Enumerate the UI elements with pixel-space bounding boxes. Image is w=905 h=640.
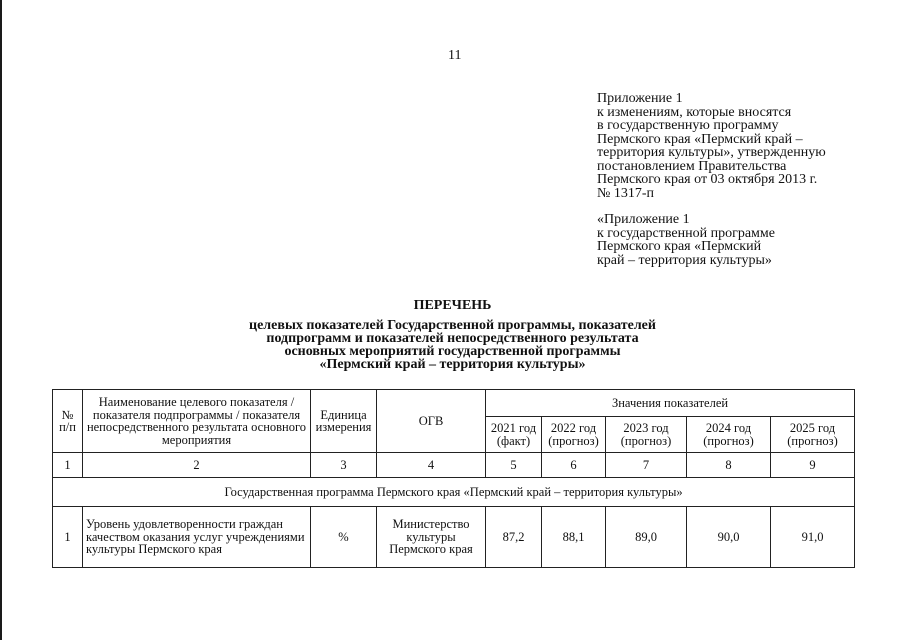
row-number: 1 (53, 507, 83, 568)
column-number: 9 (771, 453, 855, 478)
header-unit: Единица измерения (311, 390, 377, 453)
appendix-change-line: постановлением Правительства (597, 158, 787, 174)
row-value: 91,0 (771, 507, 855, 568)
appendix-change-line: Приложение 1 (597, 91, 683, 106)
appendix-original-line: край – территория культуры» (597, 252, 772, 268)
appendix-change-line: № 1317-п (597, 185, 655, 201)
column-number: 3 (311, 453, 377, 478)
subtitle-line: основных мероприятий государственной программы (284, 344, 621, 359)
header-year: 2025 год (прогноз) (771, 417, 855, 453)
table-row (53, 507, 855, 568)
column-number: 4 (377, 453, 486, 478)
appendix-original-line: к государственной программе (597, 225, 775, 241)
page-number: 11 (448, 48, 462, 63)
header-year: 2022 год (прогноз) (542, 417, 606, 453)
header-row (53, 390, 855, 417)
appendix-original-line: Пермского края «Пермский (597, 239, 762, 254)
appendix-change-line: Пермского края «Пермский край – (597, 131, 803, 147)
header-year: 2024 год (прогноз) (687, 417, 771, 453)
subtitle-line: «Пермский край – территория культуры» (319, 357, 586, 372)
row-name: Уровень удовлетворенности граждан качеством оказания услуг учреждениями культуры Пермского края (83, 507, 311, 568)
appendix-original-line: «Приложение 1 (597, 212, 690, 227)
appendix-change-line: Пермского края от 03 октября 2013 г. (597, 172, 818, 187)
column-numbers-row (53, 453, 855, 478)
header-name: Наименование целевого показателя / показателя подпрограммы / показателя непосредственного результата основного мероприятия (83, 390, 311, 453)
column-number: 2 (83, 453, 311, 478)
appendix-change-note (597, 92, 826, 200)
row-ogv: Министерство культуры Пермского края (377, 507, 486, 568)
column-number: 8 (687, 453, 771, 478)
header-year: 2023 год (прогноз) (606, 417, 687, 453)
row-value: 87,2 (486, 507, 542, 568)
appendix-change-line: в государственную программу (597, 118, 779, 133)
column-number: 7 (606, 453, 687, 478)
header-values-group: Значения показателей (486, 390, 855, 417)
column-number: 5 (486, 453, 542, 478)
header-number: № п/п (53, 390, 83, 453)
row-value: 88,1 (542, 507, 606, 568)
row-value: 89,0 (606, 507, 687, 568)
row-unit: % (311, 507, 377, 568)
appendix-change-line: к изменениям, которые вносятся (597, 104, 792, 120)
row-value: 90,0 (687, 507, 771, 568)
subtitle-line: подпрограмм и показателей непосредственного результата (266, 331, 639, 346)
appendix-change-line: территория культуры», утвержденную (597, 145, 826, 160)
document-title: ПЕРЕЧЕНЬ (413, 298, 492, 313)
appendix-original-note (597, 213, 775, 267)
program-row (53, 478, 855, 507)
column-number: 6 (542, 453, 606, 478)
indicators-table (52, 389, 855, 568)
program-title-cell: Государственная программа Пермского края «Пермский край – территория культуры» (53, 478, 855, 507)
subtitle-line: целевых показателей Государственной программы, показателей (249, 318, 656, 333)
header-year: 2021 год (факт) (486, 417, 542, 453)
document-subtitle (0, 319, 905, 371)
column-number: 1 (53, 453, 83, 478)
header-ogv: ОГВ (377, 390, 486, 453)
